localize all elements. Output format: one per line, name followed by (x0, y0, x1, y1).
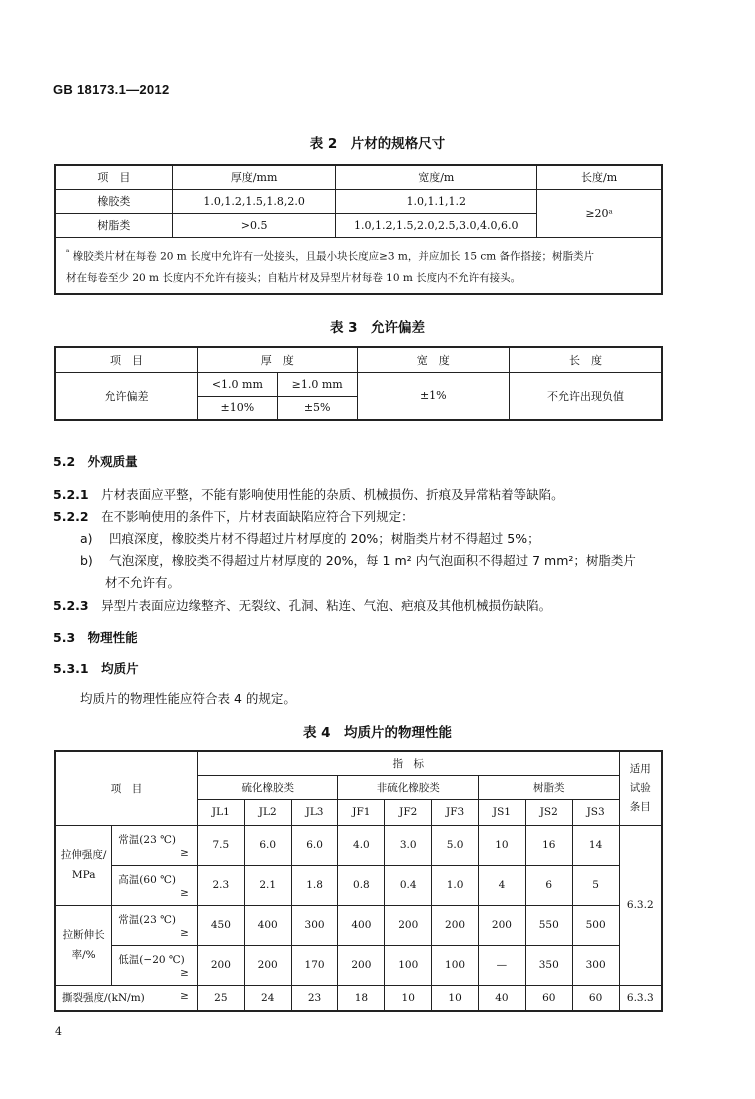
table2-caption: 表 2 片材的规格尺寸 (309, 136, 446, 152)
t2-row-width: 1.0,1.2,1.5,2.0,2.5,3.0,4.0,6.0 (336, 213, 537, 237)
t4-cell: 6 (525, 865, 572, 905)
t4-code: JF3 (432, 799, 479, 825)
t4-tensile-label: 拉伸强度/ MPa (55, 825, 112, 905)
t2-row-width: 1.0,1.1,1.2 (336, 189, 537, 213)
t2-length-value: ≥20ᵃ (537, 189, 662, 237)
t4-code: JL3 (291, 799, 338, 825)
t4-cell: 400 (338, 905, 385, 945)
table3-caption: 表 3 允许偏差 (329, 320, 426, 336)
t2-footnote (55, 237, 662, 294)
t4-cell: 5.0 (432, 825, 479, 865)
t4-cell: 23 (291, 985, 338, 1011)
footnote-mark: ᵃ (66, 247, 70, 258)
t3-width-value: ±1% (357, 372, 509, 420)
t4-method-6-3-3: 6.3.3 (619, 985, 662, 1011)
t4-cell: 6.0 (244, 825, 291, 865)
t4-code: JS1 (479, 799, 526, 825)
table4-caption: 表 4 均质片的物理性能 (302, 725, 453, 741)
t4-code: JS3 (572, 799, 619, 825)
t4-condition: 高温(60 ℃) ≥ (112, 865, 198, 905)
t4-cell: 200 (385, 905, 432, 945)
t4-cell: 5 (572, 865, 619, 905)
t4-cell: 60 (525, 985, 572, 1011)
t4-cell: 2.3 (197, 865, 244, 905)
t4-header-method: 适用 试验 条目 (619, 751, 662, 825)
t4-cell: 170 (291, 945, 338, 985)
clause-5-2-2: 5.2.2 在不影响使用的条件下，片材表面缺陷应符合下列规定： (53, 509, 414, 524)
t4-cell: 350 (525, 945, 572, 985)
clause-5-2-3: 5.2.3 异型片表面应边缘整齐、无裂纹、孔洞、粘连、气泡、疤痕及其他机械损伤缺陷。 (53, 598, 552, 613)
t4-code: JS2 (525, 799, 572, 825)
t4-cell: 100 (385, 945, 432, 985)
t2-row-thickness: >0.5 (172, 213, 336, 237)
t4-cell: 6.0 (291, 825, 338, 865)
t4-code: JL1 (197, 799, 244, 825)
t2-header-width: 宽度/m (336, 165, 537, 189)
clause-5-3-1-text: 均质片的物理性能应符合表 4 的规定。 (80, 691, 296, 706)
t4-cell: 60 (572, 985, 619, 1011)
section-5-3-1: 5.3.1 均质片 (53, 661, 139, 676)
item-b: b) 气泡深度，橡胶类不得超过片材厚度的 20%，每 1 m² 内气泡面积不得超过 7 mm²；树脂类片 (80, 553, 636, 568)
t4-condition: 常温(23 ℃) ≥ (112, 825, 198, 865)
clause-5-2-1: 5.2.1 片材表面应平整，不能有影响使用性能的杂质、机械损伤、折痕及异常粘着等缺陷。 (53, 487, 564, 502)
t4-cell: 4.0 (338, 825, 385, 865)
t4-code: JL2 (244, 799, 291, 825)
t4-cell: 40 (479, 985, 526, 1011)
t4-group-vulcanized: 硫化橡胶类 (197, 775, 338, 799)
t4-cell: 2.1 (244, 865, 291, 905)
t3-row-label: 允许偏差 (55, 372, 197, 420)
t4-cell: 200 (197, 945, 244, 985)
t4-cell: 7.5 (197, 825, 244, 865)
t3-sub-thick: ≥1.0 mm (277, 372, 357, 396)
t4-cell: 1.8 (291, 865, 338, 905)
t2-row-thickness: 1.0,1.2,1.5,1.8,2.0 (172, 189, 336, 213)
page-number: 4 (55, 1025, 62, 1038)
t4-cell: 10 (385, 985, 432, 1011)
table4 (54, 750, 663, 1012)
t4-cell: 10 (432, 985, 479, 1011)
t4-cell: 100 (432, 945, 479, 985)
t3-header-length: 长 度 (510, 347, 662, 372)
t4-tear-label: 撕裂强度/(kN/m) ≥ (55, 985, 197, 1011)
t4-cell: 0.4 (385, 865, 432, 905)
t4-code: JF1 (338, 799, 385, 825)
t4-cell: 200 (338, 945, 385, 985)
t4-cell: 200 (244, 945, 291, 985)
t4-header-index: 指 标 (197, 751, 619, 775)
t2-header-thickness: 厚度/mm (172, 165, 336, 189)
t2-row-item: 橡胶类 (55, 189, 172, 213)
t4-code: JF2 (385, 799, 432, 825)
t3-thin-value: ±10% (197, 396, 277, 420)
t4-cell: 4 (479, 865, 526, 905)
item-b-cont: 材不允许有。 (105, 575, 181, 590)
t4-group-resin: 树脂类 (479, 775, 620, 799)
t4-method-6-3-2: 6.3.2 (619, 825, 662, 985)
t2-row-item: 树脂类 (55, 213, 172, 237)
section-5-2: 5.2 外观质量 (53, 454, 138, 469)
t2-header-item: 项 目 (55, 165, 172, 189)
footnote-line: 材在每卷至少 20 m 长度内不允许有接头；自粘片材及异型片材每卷 10 m 长度内不允许有接头。 (66, 272, 522, 284)
t4-cell: 200 (479, 905, 526, 945)
t3-sub-thin: <1.0 mm (197, 372, 277, 396)
t4-cell: 1.0 (432, 865, 479, 905)
t4-cell: 3.0 (385, 825, 432, 865)
table2 (54, 164, 663, 295)
t4-cell: 500 (572, 905, 619, 945)
t4-cell: 200 (432, 905, 479, 945)
t4-cell: 450 (197, 905, 244, 945)
t4-cell: 300 (291, 905, 338, 945)
t4-group-nonvulcanized: 非硫化橡胶类 (338, 775, 479, 799)
t3-header-thickness: 厚 度 (197, 347, 357, 372)
t2-header-length: 长度/m (537, 165, 662, 189)
t4-cell: 16 (525, 825, 572, 865)
t4-cell: 550 (525, 905, 572, 945)
t4-condition: 低温(−20 ℃) ≥ (112, 945, 198, 985)
t4-cell: 18 (338, 985, 385, 1011)
table3 (54, 346, 663, 421)
t4-cell: 400 (244, 905, 291, 945)
t3-thick-value: ±5% (277, 396, 357, 420)
t4-cell: 0.8 (338, 865, 385, 905)
t3-length-value: 不允许出现负值 (510, 372, 662, 420)
t4-elongation-label: 拉断伸长 率/% (55, 905, 112, 985)
t4-cell: 14 (572, 825, 619, 865)
t4-cell: — (479, 945, 526, 985)
t4-header-item: 项 目 (55, 751, 197, 825)
footnote-line: 橡胶类片材在每卷 20 m 长度中允许有一处接头，且最小块长度应≥3 m，并应加长 15 cm 备作搭接；树脂类片 (72, 250, 595, 262)
item-a: a) 凹痕深度，橡胶类片材不得超过片材厚度的 20%；树脂类片材不得超过 5%； (80, 531, 540, 546)
t4-condition: 常温(23 ℃) ≥ (112, 905, 198, 945)
t3-header-item: 项 目 (55, 347, 197, 372)
standard-code: GB 18173.1—2012 (53, 82, 170, 97)
t4-cell: 300 (572, 945, 619, 985)
t4-cell: 25 (197, 985, 244, 1011)
t4-cell: 10 (479, 825, 526, 865)
t4-cell: 24 (244, 985, 291, 1011)
section-5-3: 5.3 物理性能 (53, 630, 138, 645)
t3-header-width: 宽 度 (357, 347, 509, 372)
